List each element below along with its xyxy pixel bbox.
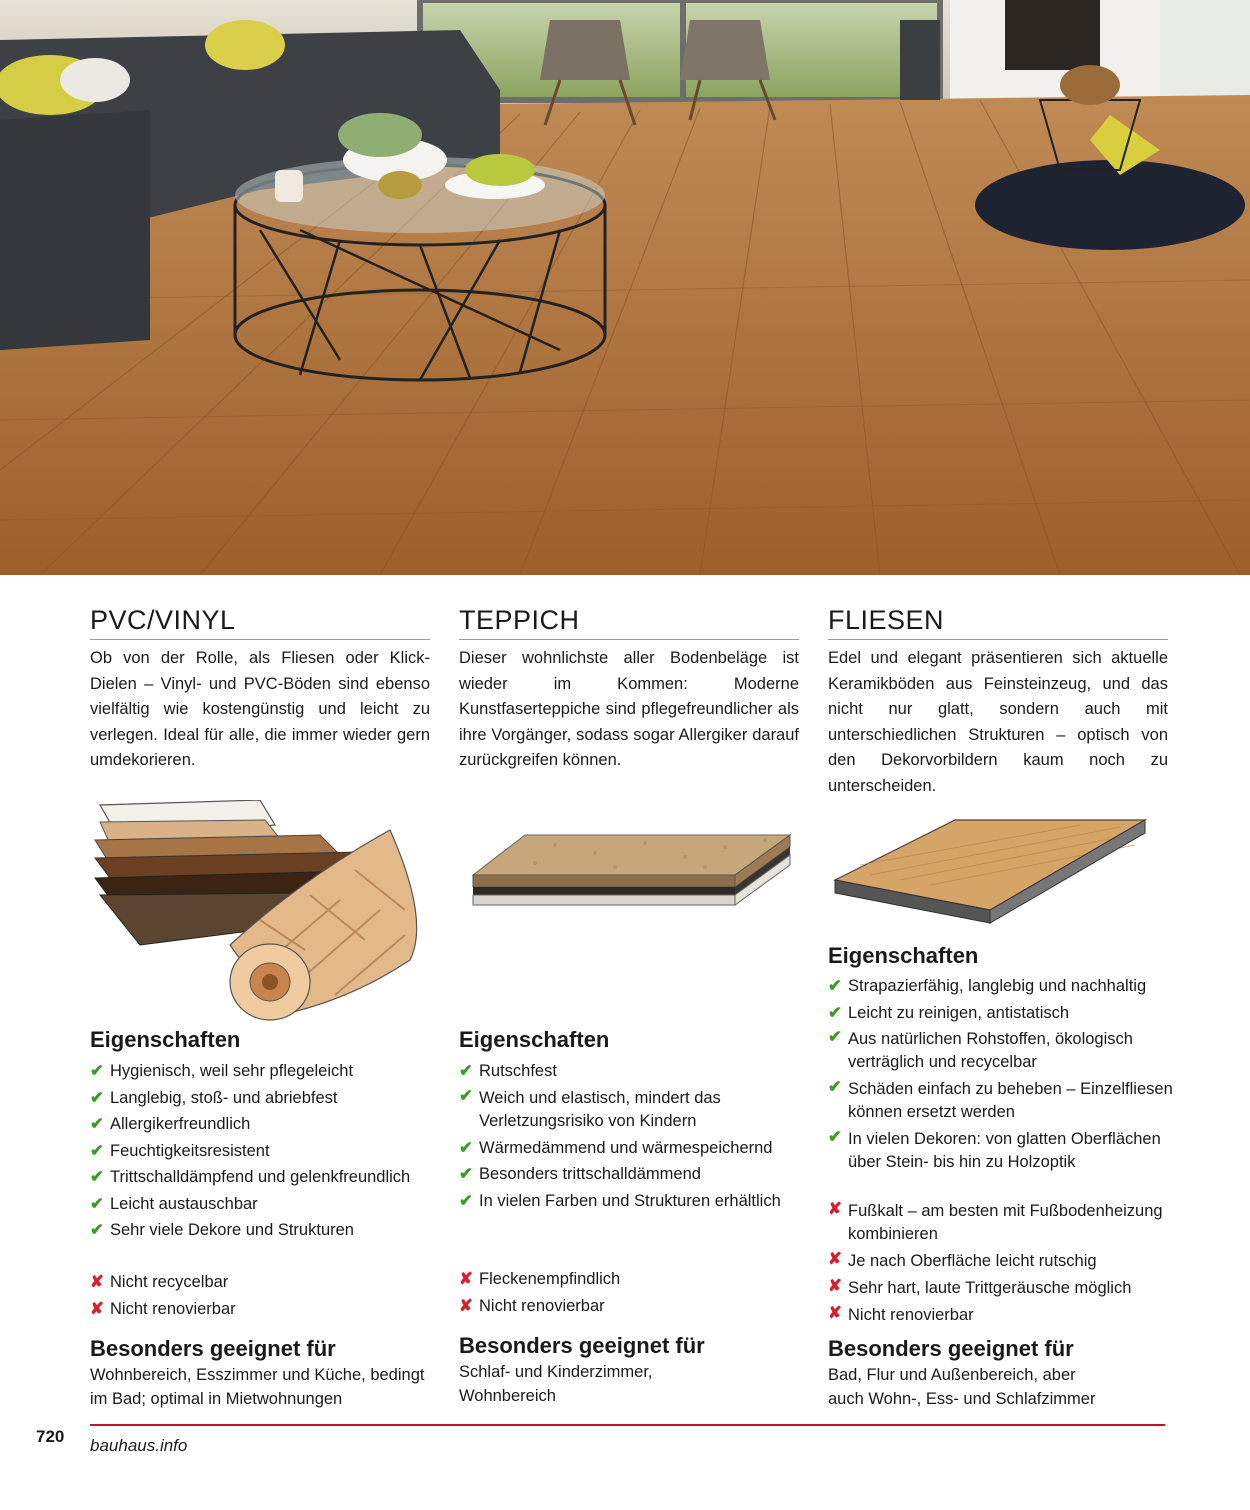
suited-title: Besonders geeignet für (459, 1333, 705, 1358)
suited-text: Bad, Flur und Außenbereich, aber auch Wohn-, Ess- und Schlafzimmer (828, 1366, 1096, 1408)
list-item: ✘ Nicht renovierbar (459, 1293, 799, 1320)
cons-list (90, 1269, 430, 1322)
cross-icon: ✘ (459, 1296, 473, 1315)
cross-icon: ✘ (90, 1299, 104, 1318)
cons-list (828, 1198, 1173, 1329)
list-item: ✔ Leicht austauschbar (90, 1191, 435, 1218)
properties-title: Eigenschaften (828, 943, 979, 968)
check-icon: ✔ (828, 977, 842, 995)
check-icon: ✔ (828, 1078, 842, 1096)
carpet-illustration-icon (465, 825, 795, 915)
check-icon: ✔ (90, 1221, 104, 1239)
check-icon: ✔ (90, 1115, 104, 1133)
check-icon: ✔ (90, 1141, 104, 1160)
pros-list (459, 1058, 799, 1214)
properties-title: Eigenschaften (90, 1027, 241, 1052)
cross-icon: ✘ (828, 1277, 842, 1295)
list-item: ✘ Je nach Oberfläche leicht rutschig (828, 1250, 1097, 1270)
section-heading: TEPPICH (459, 605, 799, 640)
list-item: ✔ Langlebig, stoß- und abriebfest (90, 1085, 435, 1112)
list-item: ✔ Aus natürlichen Rohstoffen, ökologisch verträglich und recycelbar (828, 1028, 1133, 1071)
cons-list (459, 1266, 799, 1319)
list-item: ✔ Weich und elastisch, mindert das Verletzungsrisiko von Kindern (459, 1086, 721, 1130)
check-icon: ✔ (90, 1088, 104, 1107)
suited-title: Besonders geeignet für (90, 1336, 336, 1361)
list-item: ✘ Fußkalt – am besten mit Fußbodenheizung kombinieren (828, 1200, 1163, 1243)
check-icon: ✔ (828, 1003, 842, 1022)
section-intro: Ob von der Rolle, als Fliesen oder Klick-Dielen – Vinyl- und PVC-Böden sind ebenso vielfältig wie kostengünstig und leicht zu verlegen. Ideal für alle, die immer wieder gern umdekorieren. (90, 649, 430, 769)
list-item: ✔ Allergikerfreundlich (90, 1111, 435, 1138)
column-teppich (459, 605, 799, 774)
hero-photo (0, 0, 1250, 575)
list-item: ✔ In vielen Farben und Strukturen erhältlich (459, 1188, 799, 1215)
list-item: ✔ Leicht zu reinigen, antistatisch (828, 1000, 1173, 1027)
pros-list (90, 1058, 435, 1244)
list-item: ✔ Feuchtigkeitsresistent (90, 1138, 435, 1165)
check-icon: ✔ (90, 1168, 104, 1186)
page-number: 720 (36, 1427, 65, 1446)
section-heading: FLIESEN (828, 605, 1168, 640)
cross-icon: ✘ (828, 1200, 842, 1218)
list-item: ✔ Strapazierfähig, langlebig und nachhaltig (828, 973, 1173, 1000)
list-item: ✔ Besonders trittschalldämmend (459, 1161, 799, 1188)
cross-icon: ✘ (828, 1250, 842, 1268)
suited-title: Besonders geeignet für (828, 1336, 1074, 1361)
pros-list (828, 973, 1173, 1176)
check-icon: ✔ (459, 1138, 473, 1157)
list-item: ✔ Schäden einfach zu beheben – Einzelfliesen können ersetzt werden (828, 1078, 1173, 1121)
section-intro: Dieser wohnlichste aller Bodenbeläge ist wieder im Kommen: Moderne Kunstfaserteppiche sind pflegefreundlicher als ihre Vorgänger, sodass sogar Allergiker darauf zurückgreifen können. (459, 649, 799, 769)
check-icon: ✔ (459, 1062, 473, 1080)
list-item: ✘ Nicht renovierbar (90, 1296, 430, 1323)
footer-divider (90, 1424, 1165, 1426)
list-item: ✘ Fleckenempfindlich (459, 1266, 799, 1293)
check-icon: ✔ (459, 1191, 473, 1210)
list-item: ✔ Trittschalldämpfend und gelenkfreundlich (90, 1164, 435, 1191)
check-icon: ✔ (828, 1028, 842, 1046)
list-item: ✘ Nicht recycelbar (90, 1269, 430, 1296)
check-icon: ✔ (90, 1062, 104, 1080)
section-intro: Edel und elegant präsentieren sich aktuelle Keramikböden aus Feinsteinzeug, und das nicht nur glatt, sondern auch mit unterschiedlichen Strukturen – optisch von den Dekorvorbildern kaum noch zu unterscheiden. (828, 649, 1168, 795)
column-pvc-vinyl (90, 605, 430, 774)
tile-illustration-icon (830, 815, 1150, 925)
vinyl-roll-illustration-icon (90, 800, 430, 1025)
suited-text: Wohnbereich, Esszimmer und Küche, bedingt im Bad; optimal in Mietwohnungen (90, 1366, 425, 1408)
site-link[interactable]: bauhaus.info (90, 1436, 188, 1455)
check-icon: ✔ (459, 1086, 473, 1105)
check-icon: ✔ (90, 1194, 104, 1213)
list-item: ✔ In vielen Dekoren: von glatten Oberflächen über Stein- bis hin zu Holzoptik (828, 1128, 1161, 1171)
living-room-photo-icon (0, 0, 1250, 575)
suited-text: Schlaf- und Kinderzimmer, Wohnbereich (459, 1363, 653, 1405)
check-icon: ✔ (459, 1165, 473, 1183)
list-item: ✔ Sehr viele Dekore und Strukturen (90, 1217, 435, 1244)
list-item: ✔ Hygienisch, weil sehr pflegeleicht (90, 1058, 435, 1085)
column-fliesen (828, 605, 1168, 799)
check-icon: ✔ (828, 1128, 842, 1146)
cross-icon: ✘ (828, 1304, 842, 1322)
cross-icon: ✘ (90, 1273, 104, 1291)
list-item: ✘ Nicht renovierbar (828, 1304, 974, 1324)
cross-icon: ✘ (459, 1270, 473, 1288)
section-heading: PVC/VINYL (90, 605, 430, 640)
list-item: ✘ Sehr hart, laute Trittgeräusche möglich (828, 1277, 1132, 1297)
list-item: ✔ Rutschfest (459, 1058, 799, 1085)
list-item: ✔ Wärmedämmend und wärmespeichernd (459, 1135, 799, 1162)
properties-title: Eigenschaften (459, 1027, 610, 1052)
